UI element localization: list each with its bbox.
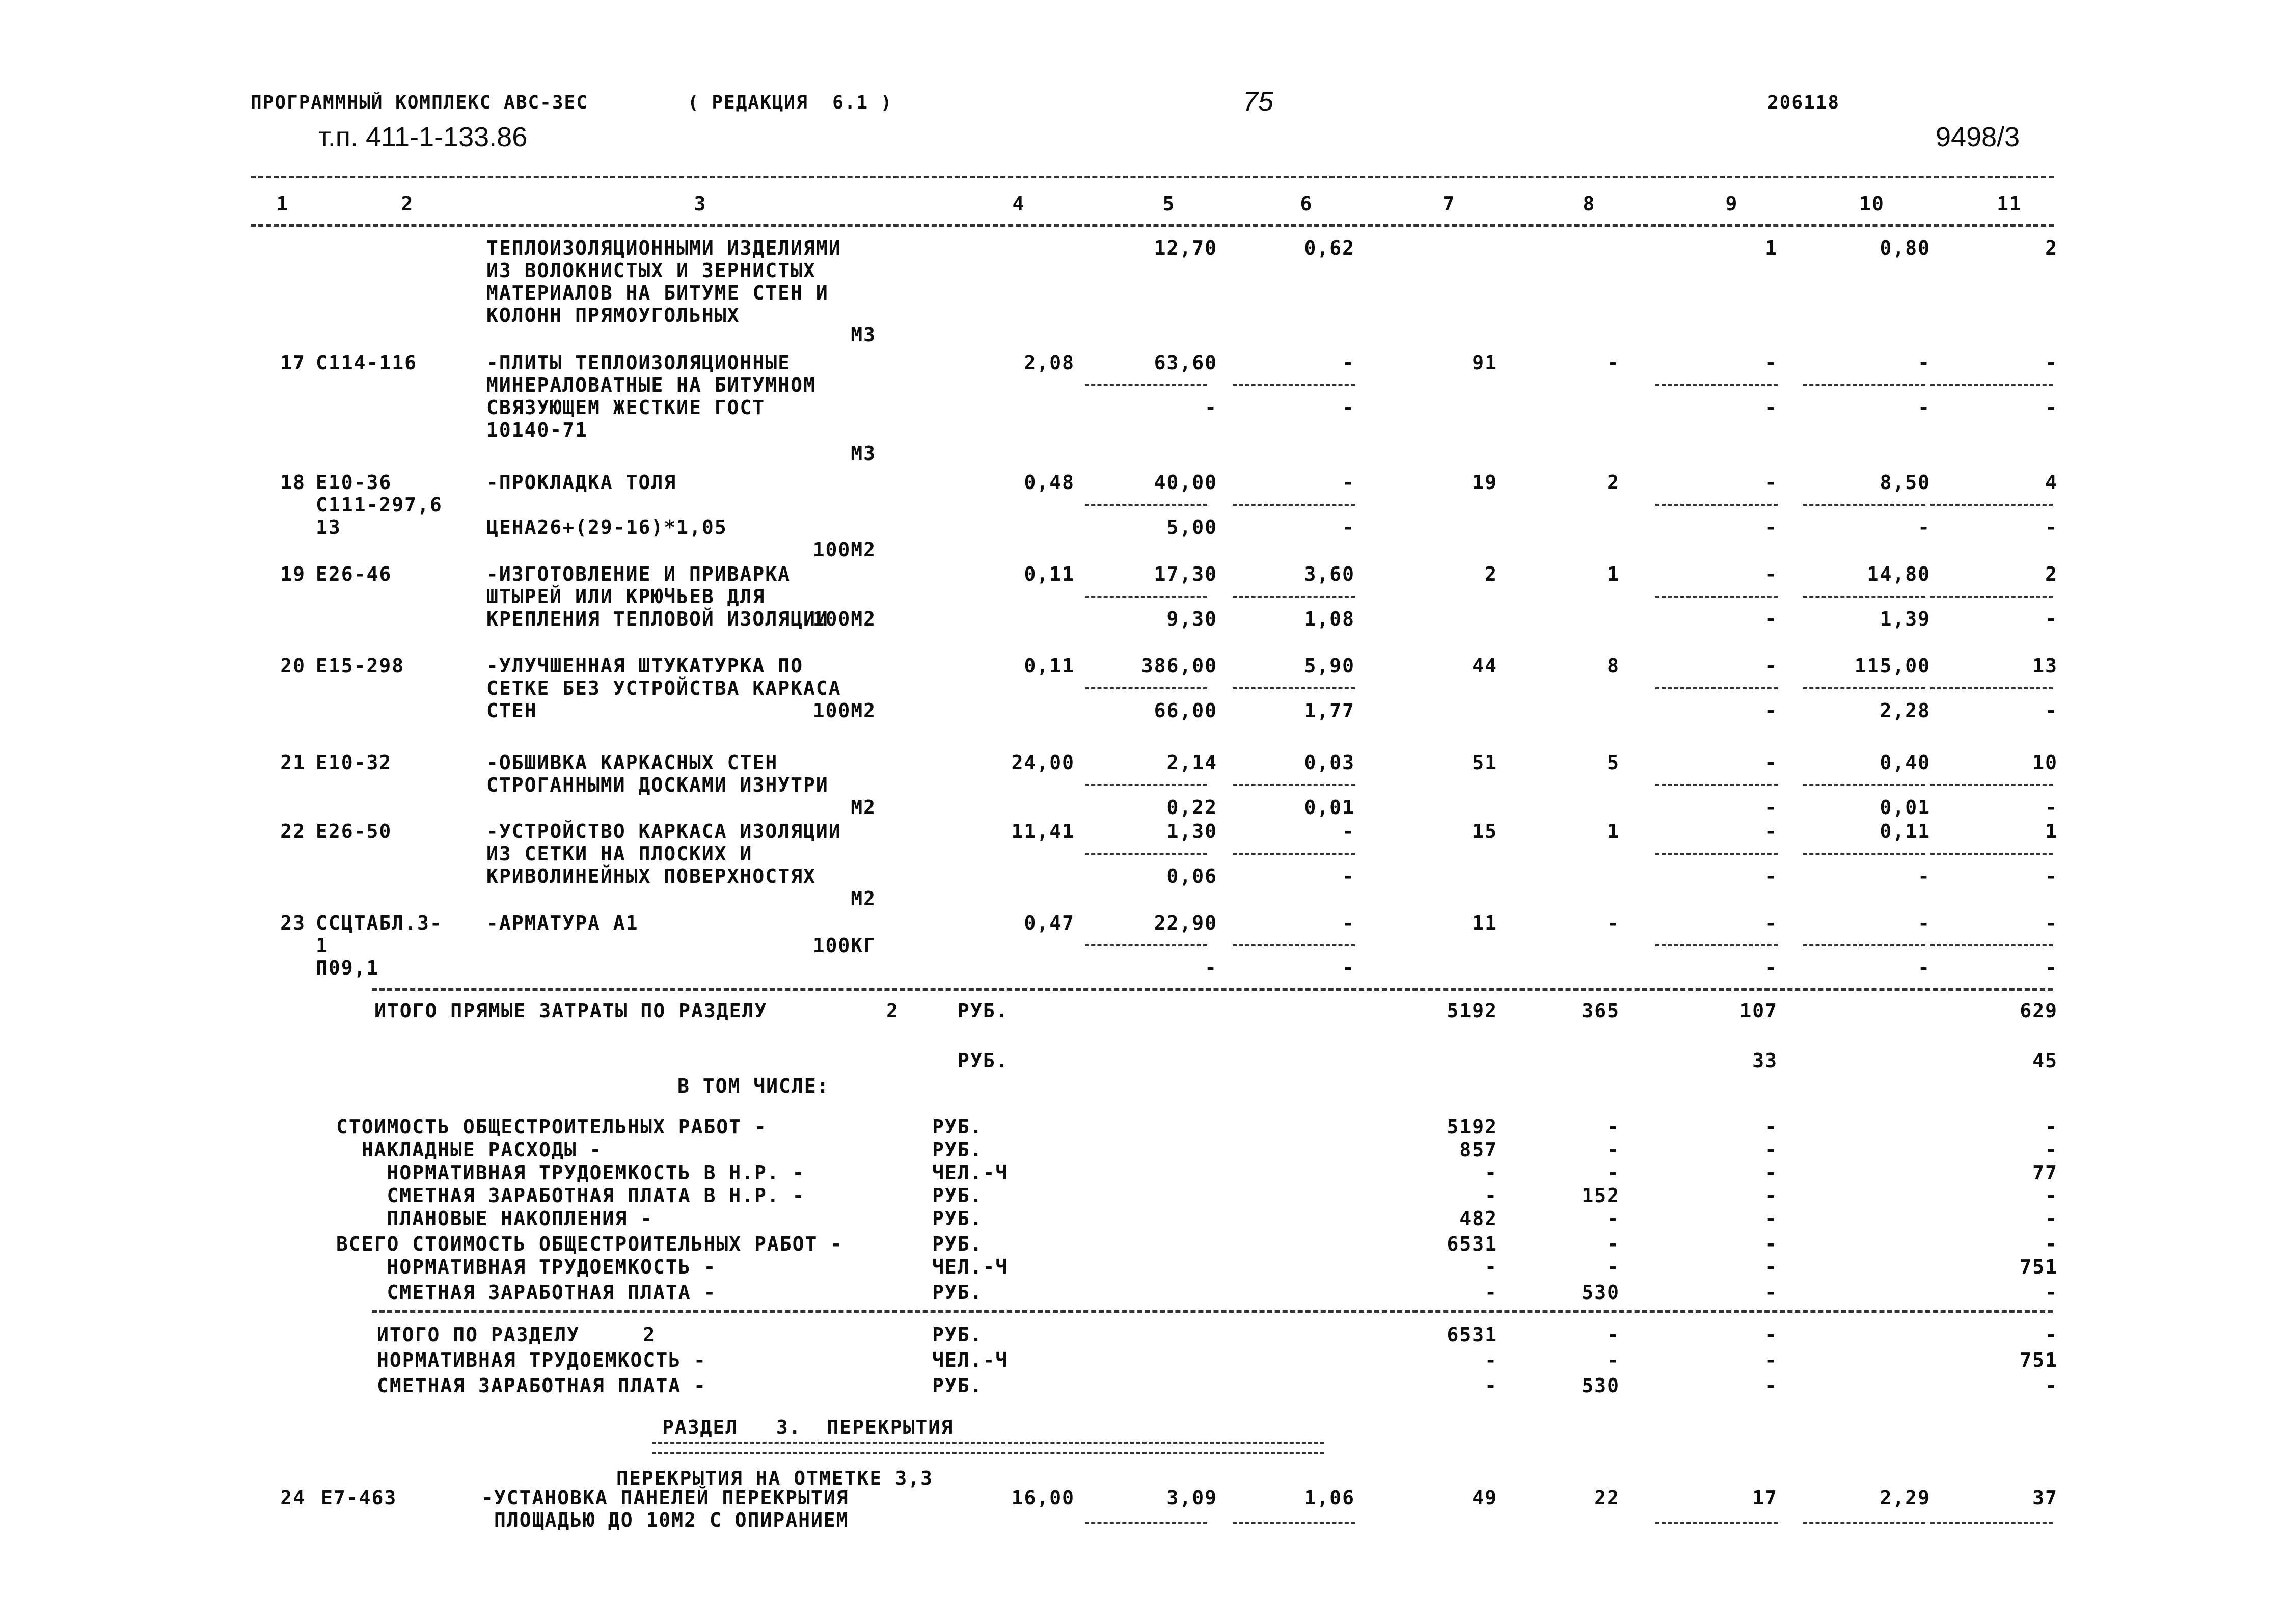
- column-header-2: 2: [401, 193, 414, 215]
- row-value-c6: -: [1342, 351, 1355, 374]
- row-value-c5: 1,30: [1166, 820, 1217, 843]
- row-description: СВЯЗУЮЩЕМ ЖЕСТКИЕ ГОСТ: [486, 396, 766, 419]
- subtotal-separator: [1655, 687, 1778, 689]
- row-value-c9b: -: [1765, 865, 1778, 887]
- section-total-unit: РУБ.: [932, 1323, 983, 1346]
- total-direct-c7: 5192: [1447, 999, 1498, 1022]
- row-description: -АРМАТУРА А1: [486, 912, 639, 934]
- row-value-c8: -: [1607, 912, 1620, 934]
- subtotal-separator: [1655, 853, 1778, 855]
- subtotal-separator: [1655, 784, 1778, 786]
- row-description: -УСТРОЙСТВО КАРКАСА ИЗОЛЯЦИИ: [486, 820, 841, 843]
- including-row-c8: -: [1607, 1256, 1620, 1278]
- section-total-c7: -: [1485, 1349, 1498, 1371]
- row-description: 10140-71: [486, 419, 588, 441]
- row-value-c9: -: [1765, 471, 1778, 494]
- row-quantity: 0,11: [1024, 655, 1075, 677]
- subtotal-separator: [1930, 687, 2053, 689]
- row-value-c7: 44: [1472, 655, 1498, 677]
- total-direct-section: 2: [886, 999, 899, 1022]
- row-value-c9: -: [1765, 820, 1778, 843]
- including-row-c11: -: [2045, 1139, 2058, 1161]
- row-description: ИЗ ВОЛОКНИСТЫХ И ЗЕРНИСТЫХ: [486, 259, 816, 282]
- subtotal-separator: [1930, 853, 2053, 855]
- including-row-unit: РУБ.: [932, 1184, 983, 1207]
- subtotal-separator: [1655, 944, 1778, 946]
- section-total-c8: 530: [1582, 1374, 1620, 1397]
- row-value-c10: 115,00: [1854, 655, 1930, 677]
- row-value-c7: 2: [1485, 563, 1498, 585]
- including-row-c11: -: [2045, 1233, 2058, 1255]
- row-value-c6: 3,60: [1304, 563, 1355, 585]
- row-description: КОЛОНН ПРЯМОУГОЛЬНЫХ: [486, 304, 740, 327]
- column-header-5: 5: [1162, 193, 1176, 215]
- section-total-c7: 6531: [1447, 1323, 1498, 1346]
- section-total-c11: 751: [2020, 1349, 2058, 1371]
- row-description: СЕТКЕ БЕЗ УСТРОЙСТВА КАРКАСА: [486, 677, 841, 699]
- including-row-c11: 751: [2020, 1256, 2058, 1278]
- including-row-c8: -: [1607, 1116, 1620, 1138]
- row-quantity: 0,47: [1024, 912, 1075, 934]
- row-unit: М3: [851, 442, 876, 465]
- row-value-c5: 63,60: [1154, 351, 1217, 374]
- including-row-c8: 530: [1582, 1281, 1620, 1304]
- subtotal-separator: [1655, 596, 1778, 598]
- row-value-c9: 1: [1765, 237, 1778, 259]
- row-description: СТЕН: [486, 699, 537, 722]
- subtotal-separator: [1233, 944, 1355, 946]
- subtotal-separator: [1233, 853, 1355, 855]
- row-value-c8: 1: [1607, 563, 1620, 585]
- including-row-c9: -: [1765, 1139, 1778, 1161]
- section-total-rule: [372, 1310, 2053, 1313]
- row-value-c9b: -: [1765, 516, 1778, 538]
- row-value-c11: 2: [2045, 237, 2058, 259]
- row-value-c10: -: [1918, 351, 1930, 374]
- row24-desc-2: ПЛОЩАДЬЮ ДО 10М2 С ОПИРАНИЕМ: [494, 1509, 849, 1531]
- subtotal-separator: [1803, 596, 1925, 598]
- row-value-c9b: -: [1765, 396, 1778, 419]
- row-value-c9: -: [1765, 751, 1778, 774]
- row-value-c6b: 0,01: [1304, 796, 1355, 819]
- row-code: С111-297,6: [316, 494, 443, 516]
- row-value-c11: 13: [2032, 655, 2058, 677]
- page-number: 75: [1243, 86, 1274, 117]
- row-value-c10: 14,80: [1867, 563, 1930, 585]
- section-total-c9: -: [1765, 1323, 1778, 1346]
- row-value-c11b: -: [2045, 865, 2058, 887]
- row-number: 18: [280, 471, 306, 494]
- row-number: 19: [280, 563, 306, 585]
- row-code: П09,1: [316, 957, 379, 979]
- row-unit: 100М2: [812, 699, 876, 722]
- row-quantity: 2,08: [1024, 351, 1075, 374]
- subtotal-separator: [1233, 784, 1355, 786]
- including-row-unit: ЧЕЛ.-Ч: [932, 1161, 1009, 1184]
- row24-c7: 49: [1472, 1486, 1498, 1509]
- row-value-c5: 12,70: [1154, 237, 1217, 259]
- row24-c11: 37: [2032, 1486, 2058, 1509]
- including-row-label: СТОИМОСТЬ ОБЩЕСТРОИТЕЛЬНЫХ РАБОТ -: [336, 1116, 767, 1138]
- including-row-c8: 152: [1582, 1184, 1620, 1207]
- row-value-c10: 0,40: [1880, 751, 1930, 774]
- including-row-unit: РУБ.: [932, 1116, 983, 1138]
- including-row-c11: -: [2045, 1207, 2058, 1230]
- including-row-c11: 77: [2032, 1161, 2058, 1184]
- row-description: ТЕПЛОИЗОЛЯЦИОННЫМИ ИЗДЕЛИЯМИ: [486, 237, 841, 259]
- row24-c10: 2,29: [1880, 1486, 1930, 1509]
- including-row-label: ПЛАНОВЫЕ НАКОПЛЕНИЯ -: [336, 1207, 653, 1230]
- row-value-c10b: 2,28: [1880, 699, 1930, 722]
- section3-underline: [652, 1442, 1324, 1454]
- row-value-c6: -: [1342, 820, 1355, 843]
- including-row-label: СМЕТНАЯ ЗАРАБОТНАЯ ПЛАТА -: [336, 1281, 717, 1304]
- including-row-label: ВСЕГО СТОИМОСТЬ ОБЩЕСТРОИТЕЛЬНЫХ РАБОТ -: [336, 1233, 843, 1255]
- subtotal-separator: [1085, 687, 1207, 689]
- including-row-c8: -: [1607, 1139, 1620, 1161]
- including-row-c11: -: [2045, 1281, 2058, 1304]
- row-value-c11b: -: [2045, 957, 2058, 979]
- row-value-c10: 0,80: [1880, 237, 1930, 259]
- subtotal-separator: [1233, 504, 1355, 506]
- row-description: КРЕПЛЕНИЯ ТЕПЛОВОЙ ИЗОЛЯЦИИ: [486, 608, 829, 630]
- row-value-c5: 22,90: [1154, 912, 1217, 934]
- including-row-label: НАКЛАДНЫЕ РАСХОДЫ -: [336, 1139, 603, 1161]
- column-header-9: 9: [1725, 193, 1738, 215]
- subtotal-separator: [1803, 384, 1925, 386]
- including-row-unit: РУБ.: [932, 1281, 983, 1304]
- row-value-c8: 1: [1607, 820, 1620, 843]
- total-direct-label: ИТОГО ПРЯМЫЕ ЗАТРАТЫ ПО РАЗДЕЛУ: [374, 999, 768, 1022]
- including-row-c7: 482: [1459, 1207, 1498, 1230]
- subtotal-separator: [1803, 784, 1925, 786]
- row-value-c6b: -: [1342, 396, 1355, 419]
- row-description: -ОБШИВКА КАРКАСНЫХ СТЕН: [486, 751, 778, 774]
- handwritten-sheet-number: 9498/3: [1936, 122, 2020, 152]
- subtotal-separator: [1233, 384, 1355, 386]
- row24-code: Е7-463: [321, 1486, 397, 1509]
- row-code: Е26-50: [316, 820, 392, 843]
- row-value-c6: 0,62: [1304, 237, 1355, 259]
- row-description: -ПЛИТЫ ТЕПЛОИЗОЛЯЦИОННЫЕ: [486, 351, 791, 374]
- section-total-label: СМЕТНАЯ ЗАРАБОТНАЯ ПЛАТА -: [377, 1374, 706, 1397]
- total-direct-unit-2: РУБ.: [958, 1049, 1009, 1072]
- row-value-c8: 2: [1607, 471, 1620, 494]
- subtotal-separator: [1085, 944, 1207, 946]
- row-value-c6b: 1,08: [1304, 608, 1355, 630]
- row-description: ЦЕНА26+(29-16)*1,05: [486, 516, 727, 538]
- section-total-c11: -: [2045, 1323, 2058, 1346]
- row-value-c9: -: [1765, 351, 1778, 374]
- including-row-c8: -: [1607, 1233, 1620, 1255]
- row-quantity: 0,11: [1024, 563, 1075, 585]
- subtotal-separator: [1803, 1522, 1925, 1524]
- including-row-c8: -: [1607, 1207, 1620, 1230]
- row-code: 13: [316, 516, 341, 538]
- total-direct-c9: 107: [1739, 999, 1778, 1022]
- row-value-c9: -: [1765, 655, 1778, 677]
- row-value-c6b: 1,77: [1304, 699, 1355, 722]
- including-row-c9: -: [1765, 1233, 1778, 1255]
- row-unit: М2: [851, 887, 876, 910]
- row-value-c11: 10: [2032, 751, 2058, 774]
- total-direct-c11: 629: [2020, 999, 2058, 1022]
- row-code: Е15-298: [316, 655, 405, 677]
- row-description: МИНЕРАЛОВАТНЫЕ НА БИТУМНОМ: [486, 374, 816, 396]
- total-direct-c9b: 33: [1752, 1049, 1778, 1072]
- subtotal-separator: [1233, 1522, 1355, 1524]
- row-value-c10: -: [1918, 912, 1930, 934]
- row-value-c7: 15: [1472, 820, 1498, 843]
- row24-c6: 1,06: [1304, 1486, 1355, 1509]
- including-row-c7: -: [1485, 1161, 1498, 1184]
- row-unit: 100М2: [812, 538, 876, 561]
- row-description: СТРОГАННЫМИ ДОСКАМИ ИЗНУТРИ: [486, 774, 829, 796]
- including-row-unit: РУБ.: [932, 1139, 983, 1161]
- row-value-c11: 1: [2045, 820, 2058, 843]
- row-value-c11: -: [2045, 351, 2058, 374]
- row-value-c10: 0,11: [1880, 820, 1930, 843]
- row-code: Е10-36: [316, 471, 392, 494]
- row24-number: 24: [280, 1486, 306, 1509]
- row-value-c6: 0,03: [1304, 751, 1355, 774]
- row-quantity: 11,41: [1011, 820, 1075, 843]
- including-row-c9: -: [1765, 1116, 1778, 1138]
- row-value-c9: -: [1765, 563, 1778, 585]
- including-row-c7: 6531: [1447, 1233, 1498, 1255]
- section-total-c8: -: [1607, 1323, 1620, 1346]
- program-title: ПРОГРАММНЫЙ КОМПЛЕКС АВС-3ЕС: [251, 92, 588, 113]
- subtotal-separator: [1655, 1522, 1778, 1524]
- row-value-c7: 51: [1472, 751, 1498, 774]
- including-row-c11: -: [2045, 1116, 2058, 1138]
- row-value-c10b: -: [1918, 396, 1930, 419]
- including-row-label: НОРМАТИВНАЯ ТРУДОЕМКОСТЬ В Н.Р. -: [336, 1161, 805, 1184]
- column-header-7: 7: [1443, 193, 1456, 215]
- column-header-6: 6: [1300, 193, 1313, 215]
- section-total-unit: РУБ.: [932, 1374, 983, 1397]
- row-value-c10b: -: [1918, 957, 1930, 979]
- row-value-c6: 5,90: [1304, 655, 1355, 677]
- row-number: 17: [280, 351, 306, 374]
- including-row-c7: 857: [1459, 1139, 1498, 1161]
- row-unit: 100КГ: [812, 934, 876, 957]
- subtotal-separator: [1085, 1522, 1207, 1524]
- section3-title: РАЗДЕЛ 3. ПЕРЕКРЫТИЯ: [662, 1416, 954, 1439]
- subtotal-separator: [1655, 384, 1778, 386]
- row-value-c6b: -: [1342, 957, 1355, 979]
- column-header-3: 3: [694, 193, 707, 215]
- row-value-c6: -: [1342, 471, 1355, 494]
- row-code: Е10-32: [316, 751, 392, 774]
- subtotal-separator: [1655, 504, 1778, 506]
- row-value-c10b: -: [1918, 516, 1930, 538]
- row24-c9: 17: [1752, 1486, 1778, 1509]
- row-value-c10: 8,50: [1880, 471, 1930, 494]
- row-value-c6b: -: [1342, 516, 1355, 538]
- row-value-c9b: -: [1765, 608, 1778, 630]
- row-value-c11b: -: [2045, 516, 2058, 538]
- subtotal-separator: [1803, 853, 1925, 855]
- subtotal-separator: [1233, 596, 1355, 598]
- row-description: ШТЫРЕЙ ИЛИ КРЮЧЬЕВ ДЛЯ: [486, 585, 766, 608]
- row-value-c11b: -: [2045, 608, 2058, 630]
- row-value-c5: 386,00: [1141, 655, 1217, 677]
- subtotal-separator: [1930, 504, 2053, 506]
- row-value-c7: 11: [1472, 912, 1498, 934]
- row-value-c10b: 0,01: [1880, 796, 1930, 819]
- row24-desc-1: -УСТАНОВКА ПАНЕЛЕЙ ПЕРЕКРЫТИЯ: [481, 1486, 849, 1509]
- subtotal-separator: [1085, 384, 1207, 386]
- header-rule-bottom: [251, 224, 2054, 227]
- row-description: КРИВОЛИНЕЙНЫХ ПОВЕРХНОСТЯХ: [486, 865, 816, 887]
- row-unit: М3: [851, 323, 876, 346]
- section-total-label: НОРМАТИВНАЯ ТРУДОЕМКОСТЬ -: [377, 1349, 706, 1371]
- including-row-c7: -: [1485, 1184, 1498, 1207]
- column-header-4: 4: [1012, 193, 1025, 215]
- including-row-unit: РУБ.: [932, 1207, 983, 1230]
- including-row-label: НОРМАТИВНАЯ ТРУДОЕМКОСТЬ -: [336, 1256, 717, 1278]
- row-value-c11b: -: [2045, 796, 2058, 819]
- row-value-c5: 17,30: [1154, 563, 1217, 585]
- section-total-unit: ЧЕЛ.-Ч: [932, 1349, 1009, 1371]
- row-value-c11: 4: [2045, 471, 2058, 494]
- including-row-unit: ЧЕЛ.-Ч: [932, 1256, 1009, 1278]
- row-value-c7: 19: [1472, 471, 1498, 494]
- including-row-c7: 5192: [1447, 1116, 1498, 1138]
- row-description: -ПРОКЛАДКА ТОЛЯ: [486, 471, 677, 494]
- row-number: 20: [280, 655, 306, 677]
- row-value-c5b: 0,06: [1166, 865, 1217, 887]
- row-value-c11b: -: [2045, 699, 2058, 722]
- row24-qty: 16,00: [1011, 1486, 1075, 1509]
- subtotal-separator: [1930, 1522, 2053, 1524]
- row-value-c11: -: [2045, 912, 2058, 934]
- subtotal-separator: [1085, 784, 1207, 786]
- subtotal-separator: [1803, 504, 1925, 506]
- row-number: 23: [280, 912, 306, 934]
- row-code: 1: [316, 934, 329, 957]
- row-unit: М2: [851, 796, 876, 819]
- row-description: ИЗ СЕТКИ НА ПЛОСКИХ И: [486, 843, 753, 865]
- including-row-c7: -: [1485, 1256, 1498, 1278]
- row-value-c5b: 66,00: [1154, 699, 1217, 722]
- including-row-c9: -: [1765, 1184, 1778, 1207]
- row-value-c5b: -: [1205, 396, 1217, 419]
- including-row-unit: РУБ.: [932, 1233, 983, 1255]
- row-value-c9b: -: [1765, 957, 1778, 979]
- row-number: 22: [280, 820, 306, 843]
- row-code: ССЦТАБЛ.3-: [316, 912, 443, 934]
- row-value-c6: -: [1342, 912, 1355, 934]
- row24-c8: 22: [1594, 1486, 1620, 1509]
- column-header-8: 8: [1583, 193, 1596, 215]
- section-total-c11: -: [2045, 1374, 2058, 1397]
- doc-code: 206118: [1767, 92, 1840, 113]
- section-total-c9: -: [1765, 1349, 1778, 1371]
- subtotal-separator: [1085, 853, 1207, 855]
- section-total-c8: -: [1607, 1349, 1620, 1371]
- row24-c5: 3,09: [1166, 1486, 1217, 1509]
- row-value-c8: 8: [1607, 655, 1620, 677]
- including-row-c7: -: [1485, 1281, 1498, 1304]
- subtotal-separator: [1085, 504, 1207, 506]
- row-quantity: 24,00: [1011, 751, 1075, 774]
- row-value-c8: 5: [1607, 751, 1620, 774]
- including-row-c11: -: [2045, 1184, 2058, 1207]
- total-direct-c8: 365: [1582, 999, 1620, 1022]
- subtotal-separator: [1930, 384, 2053, 386]
- row-value-c5: 40,00: [1154, 471, 1217, 494]
- row-value-c11: 2: [2045, 563, 2058, 585]
- row-value-c5: 2,14: [1166, 751, 1217, 774]
- row-number: 21: [280, 751, 306, 774]
- subtotal-separator: [1233, 687, 1355, 689]
- row-description: -ИЗГОТОВЛЕНИЕ И ПРИВАРКА: [486, 563, 791, 585]
- subtotal-separator: [1930, 944, 2053, 946]
- row-value-c11b: -: [2045, 396, 2058, 419]
- row-value-c5b: -: [1205, 957, 1217, 979]
- total-rule-top: [372, 988, 2053, 991]
- row-value-c5b: 9,30: [1166, 608, 1217, 630]
- row-value-c8: -: [1607, 351, 1620, 374]
- header-rule-top: [251, 176, 2054, 178]
- row-quantity: 0,48: [1024, 471, 1075, 494]
- subtotal-separator: [1803, 944, 1925, 946]
- section-total-label: ИТОГО ПО РАЗДЕЛУ 2: [377, 1323, 656, 1346]
- total-direct-unit: РУБ.: [958, 999, 1009, 1022]
- row-value-c7: 91: [1472, 351, 1498, 374]
- subtotal-separator: [1930, 596, 2053, 598]
- row-code: С114-116: [316, 351, 418, 374]
- including-row-c8: -: [1607, 1161, 1620, 1184]
- handwritten-doc-id: т.п. 411-1-133.86: [318, 122, 528, 152]
- edition-label: ( РЕДАКЦИЯ 6.1 ): [688, 92, 893, 113]
- total-direct-c11b: 45: [2032, 1049, 2058, 1072]
- including-row-c9: -: [1765, 1161, 1778, 1184]
- row-code: Е26-46: [316, 563, 392, 585]
- subtotal-separator: [1085, 596, 1207, 598]
- row-value-c9: -: [1765, 912, 1778, 934]
- subtotal-separator: [1803, 687, 1925, 689]
- section3-subtitle: ПЕРЕКРЫТИЯ НА ОТМЕТКЕ 3,3: [616, 1467, 933, 1490]
- row-unit: 100М2: [812, 608, 876, 630]
- including-row-label: СМЕТНАЯ ЗАРАБОТНАЯ ПЛАТА В Н.Р. -: [336, 1184, 805, 1207]
- including-label: В ТОМ ЧИСЛЕ:: [677, 1075, 830, 1097]
- row-value-c10b: 1,39: [1880, 608, 1930, 630]
- row-value-c5b: 0,22: [1166, 796, 1217, 819]
- row-description: МАТЕРИАЛОВ НА БИТУМЕ СТЕН И: [486, 282, 829, 304]
- row-value-c6b: -: [1342, 865, 1355, 887]
- section-total-c9: -: [1765, 1374, 1778, 1397]
- column-header-1: 1: [276, 193, 289, 215]
- column-header-11: 11: [1997, 193, 2022, 215]
- section-total-c7: -: [1485, 1374, 1498, 1397]
- row-description: -УЛУЧШЕННАЯ ШТУКАТУРКА ПО: [486, 655, 803, 677]
- row-value-c9b: -: [1765, 796, 1778, 819]
- column-header-10: 10: [1859, 193, 1885, 215]
- row-value-c9b: -: [1765, 699, 1778, 722]
- including-row-c9: -: [1765, 1207, 1778, 1230]
- including-row-c9: -: [1765, 1256, 1778, 1278]
- including-row-c9: -: [1765, 1281, 1778, 1304]
- row-value-c10b: -: [1918, 865, 1930, 887]
- row-value-c5b: 5,00: [1166, 516, 1217, 538]
- subtotal-separator: [1930, 784, 2053, 786]
